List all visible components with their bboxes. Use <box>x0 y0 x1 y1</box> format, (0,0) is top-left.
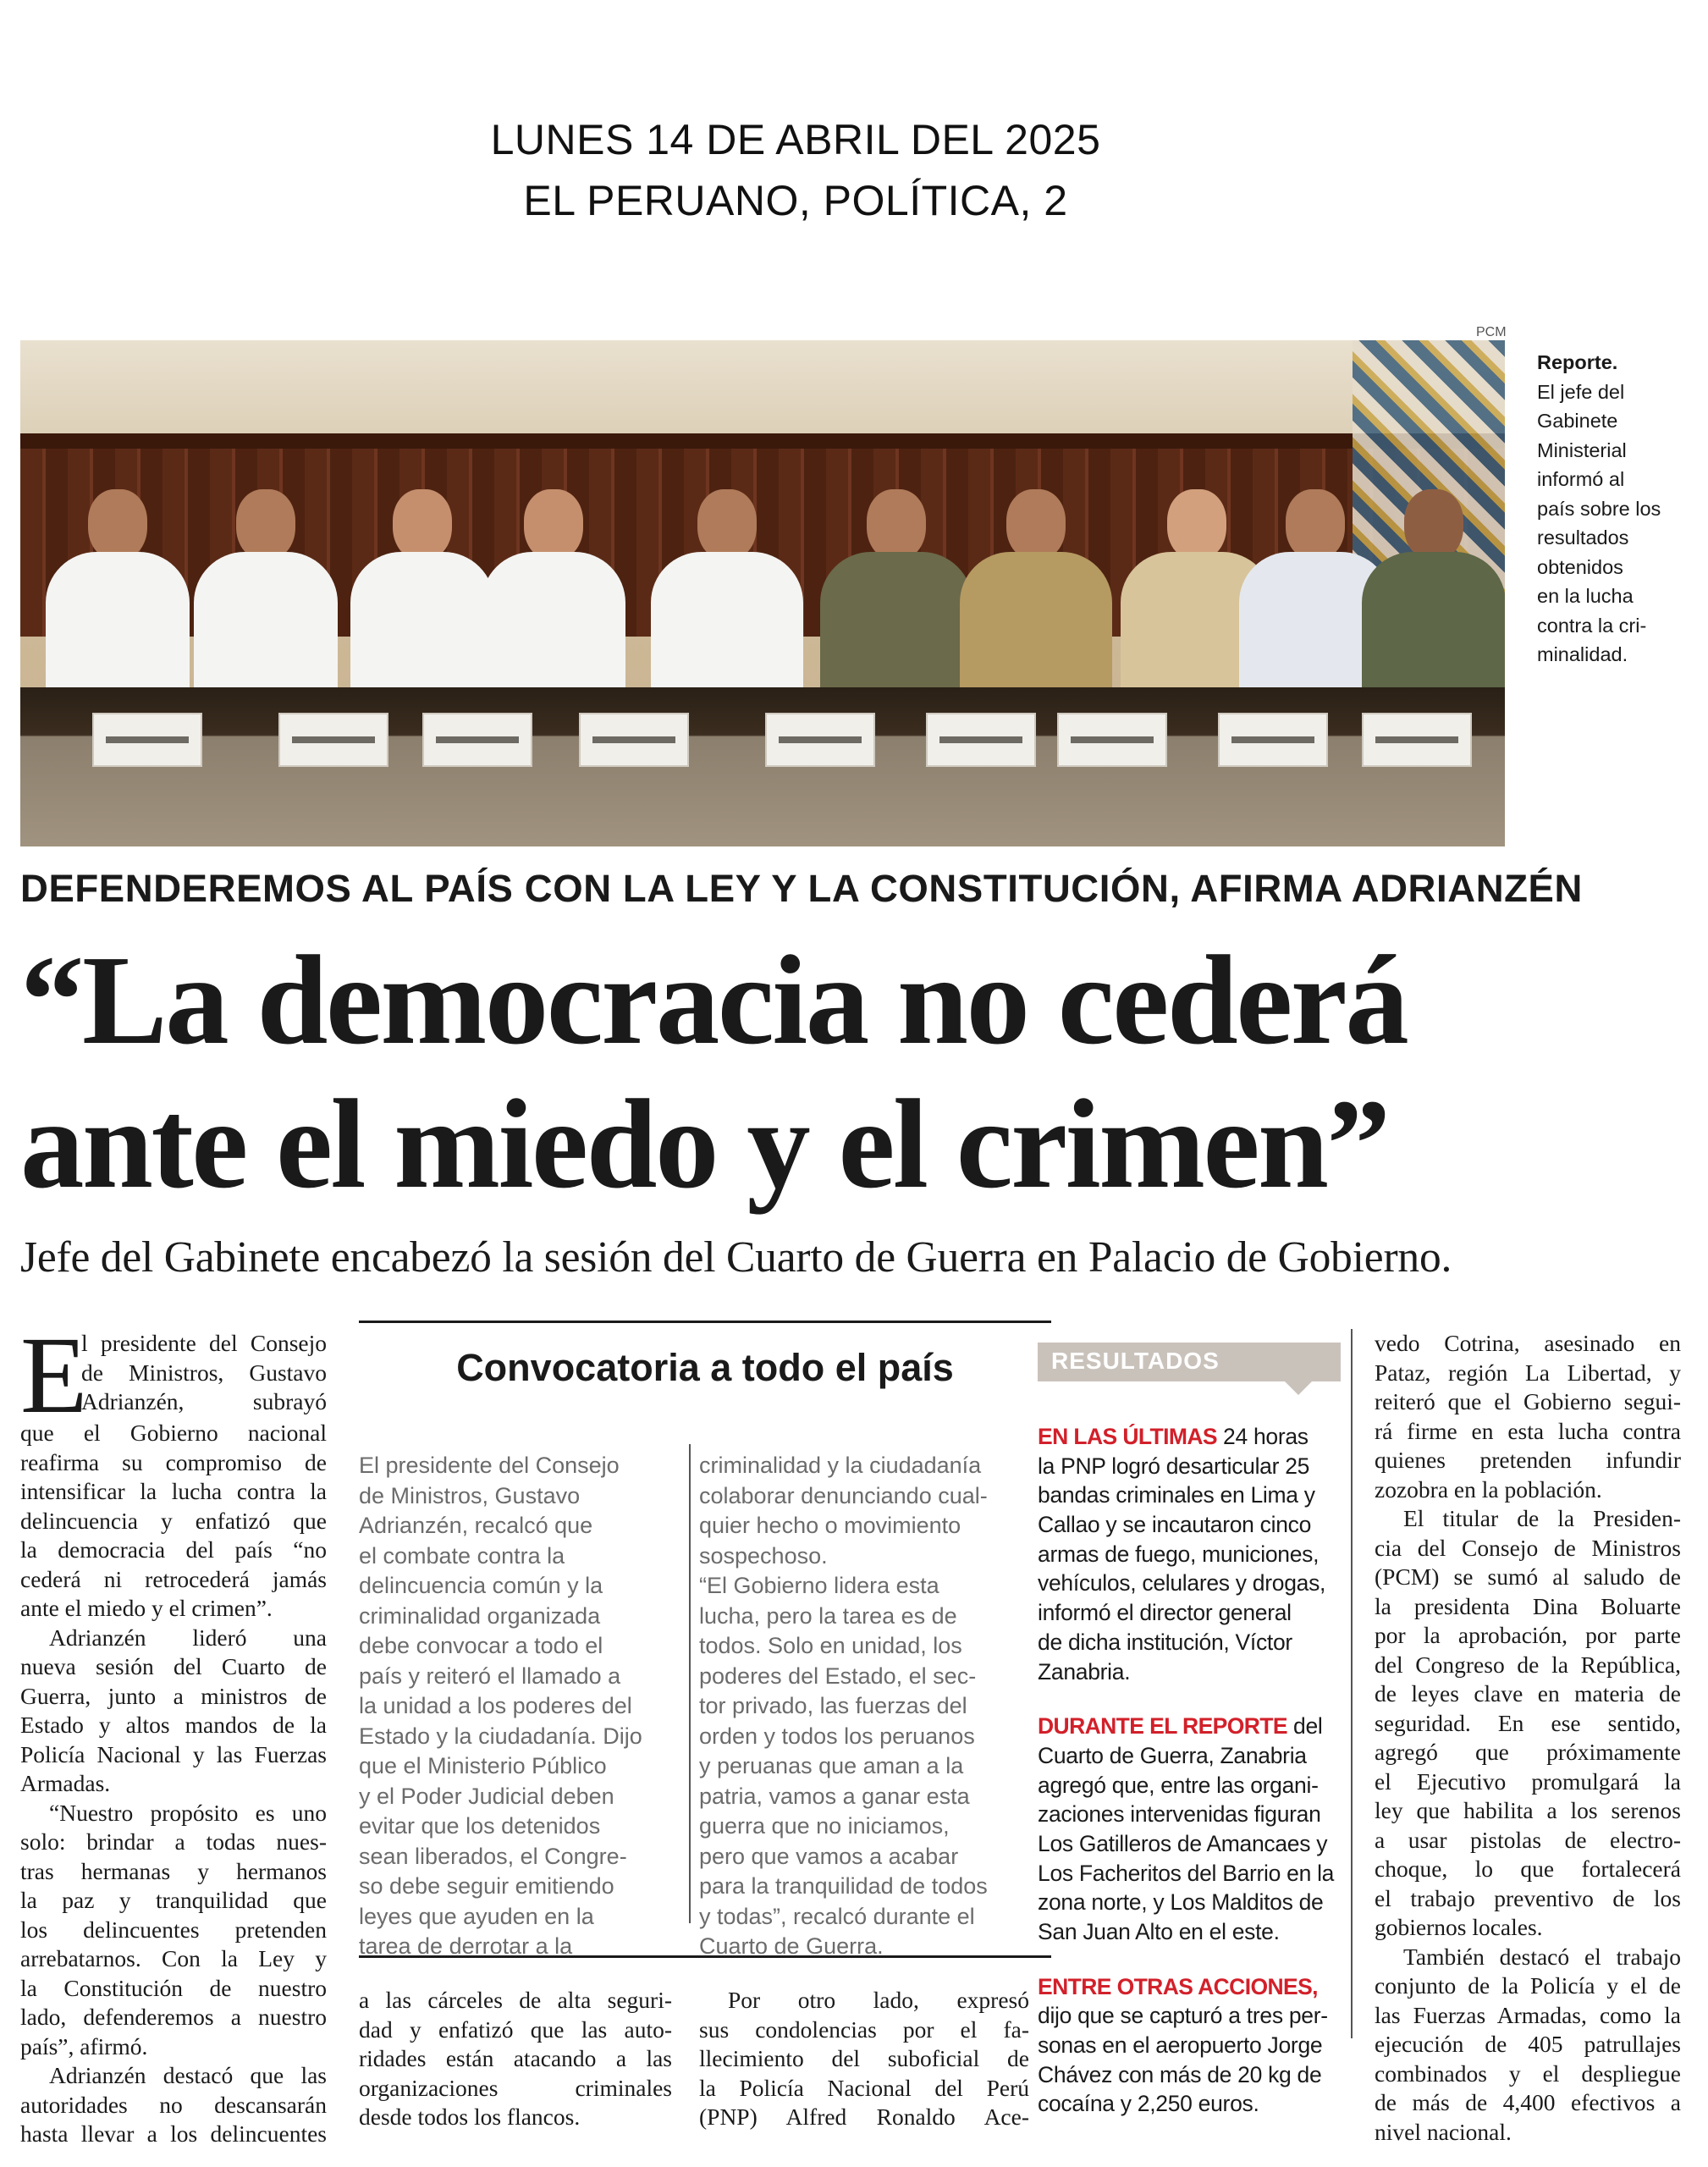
text-line: También destacó el trabajo <box>1403 1943 1681 1970</box>
results-line: la PNP logró desarticular 25 <box>1038 1453 1310 1479</box>
caption-line: minalidad. <box>1537 643 1628 665</box>
text-line: reafirma su compromiso de <box>20 1448 327 1475</box>
box-line: quier hecho o movimiento <box>699 1513 961 1538</box>
text-line: “Nuestro propósito es uno <box>49 1799 327 1826</box>
box-line: debe convocar a todo el <box>359 1633 603 1658</box>
caption-line: país sobre los <box>1537 497 1661 520</box>
results-line: Los Gatilleros de Amancaes y <box>1038 1830 1328 1856</box>
box-line: Adrianzén, recalcó que <box>359 1513 593 1538</box>
text-line: las Fuerzas Armadas, como la <box>1375 2001 1681 2028</box>
drop-cap: E <box>20 1315 88 1436</box>
box-line: para la tranquilidad de todos <box>699 1873 988 1899</box>
headline-line-2: ante el miedo y el crimen” <box>20 1072 1389 1215</box>
text-line: la presidenta Dina Boluarte <box>1375 1592 1681 1619</box>
box-line: delincuencia común y la <box>359 1573 603 1598</box>
box-line: tor privado, las fuerzas del <box>699 1693 967 1718</box>
text-line: sus condolencias por el fa- <box>699 2015 1029 2043</box>
text-line: tras hermanas y hermanos <box>20 1857 327 1884</box>
results-line: Callao y se incautaron cinco <box>1038 1512 1312 1538</box>
article-headline <box>20 928 1679 1216</box>
text-line: el Ejecutivo promulgará la <box>1375 1767 1681 1795</box>
results-line: Los Facheritos del Barrio en la <box>1038 1860 1335 1886</box>
text-line: la democracia del país “no <box>20 1536 327 1563</box>
text-line: combinados y el despliegue <box>1375 2059 1681 2087</box>
box-line: tarea de derrotar a la <box>359 1933 573 1959</box>
cabinet-photo <box>20 340 1505 846</box>
text-line: l presidente del Consejo <box>81 1330 327 1356</box>
caption-line: Ministerial <box>1537 438 1627 461</box>
text-line: cia del Consejo de Ministros <box>1375 1534 1681 1561</box>
edition-section: EL PERUANO, POLÍTICA, 2 <box>523 177 1068 224</box>
results-line: armas de fuego, municiones, <box>1038 1541 1320 1567</box>
results-line: zona norte, y Los Malditos de <box>1038 1889 1324 1916</box>
text-line: país”, afirmó. <box>20 2032 148 2059</box>
text-line: rá firme en esta lucha contra <box>1375 1417 1681 1444</box>
box-line: criminalidad organizada <box>359 1602 601 1629</box>
results-lead-3: ENTRE OTRAS ACCIONES, <box>1038 1973 1318 1999</box>
text-line: a usar pistolas de electro- <box>1375 1826 1681 1853</box>
results-line: sonas en el aeropuerto Jorge <box>1038 2032 1323 2059</box>
text-line: cederá ni retrocederá jamás <box>20 1565 327 1592</box>
results-line: de dicha institución, Víctor <box>1038 1629 1292 1655</box>
box-line: poderes del Estado, el sec- <box>699 1662 977 1689</box>
box-line: el combate contra la <box>359 1542 565 1569</box>
caption-line: Gabinete <box>1537 410 1618 432</box>
caption-line: obtenidos <box>1537 555 1623 578</box>
article-column-5 <box>1375 1329 1681 2147</box>
text-line: de leyes clave en materia de <box>1375 1680 1681 1707</box>
box-line: que el Ministerio Público <box>359 1753 607 1778</box>
text-line: llecimiento del suboficial de <box>699 2045 1029 2071</box>
text-line: reiteró que el Gobierno segui- <box>1375 1388 1681 1414</box>
text-line: ejecución de 405 patrullajes <box>1375 2031 1681 2057</box>
text-line: a las cárceles de alta seguri- <box>359 1987 672 2013</box>
text-line: conjunto de la Policía y el de <box>1375 1972 1681 1999</box>
text-line: autoridades no descansarán <box>20 2091 327 2118</box>
text-line: del Congreso de la República, <box>1375 1651 1681 1678</box>
headline-line-1: “La democracia no cederá <box>20 929 1408 1071</box>
box-line: leyes que ayuden en la <box>359 1903 594 1929</box>
box-divider <box>689 1444 691 1923</box>
text-line: delincuencia y enfatizó que <box>20 1507 327 1534</box>
text-line: Guerra, junto a ministros de <box>20 1682 327 1709</box>
text-line: de Ministros, Gustavo <box>81 1359 327 1386</box>
caption-line: en la lucha <box>1537 585 1634 607</box>
text-line: hasta llevar a los delincuentes <box>20 2120 327 2147</box>
text-line: gobiernos locales. <box>1375 1914 1543 1940</box>
text-line: desde todos los flancos. <box>359 2104 581 2130</box>
text-line: (PCM) se sumó al saludo de <box>1375 1563 1681 1590</box>
results-line: Cuarto de Guerra, Zanabria <box>1038 1742 1307 1768</box>
results-line: informó el director general <box>1038 1600 1292 1626</box>
results-line: cocaína y 2,250 euros. <box>1038 2091 1259 2117</box>
text-line: organizaciones criminales <box>359 2074 672 2101</box>
box-line: lucha, pero la tarea es de <box>699 1602 957 1629</box>
results-divider <box>1351 1329 1353 2038</box>
text-line: El titular de la Presiden- <box>1403 1505 1681 1531</box>
text-line: el trabajo preventivo de los <box>1375 1884 1681 1911</box>
caption-text <box>1537 378 1681 670</box>
box-line: de Ministros, Gustavo <box>359 1482 581 1508</box>
text-line: solo: brindar a todas nues- <box>20 1828 327 1855</box>
text-line: lado, defenderemos a nuestro <box>20 2004 327 2030</box>
box-line: la unidad a los poderes del <box>359 1693 632 1718</box>
box-line: y el Poder Judicial deben <box>359 1783 614 1809</box>
text-line: los delincuentes pretenden <box>20 1916 327 1943</box>
text-line: zozobra en la población. <box>1375 1475 1602 1503</box>
results-line: Zanabria. <box>1038 1658 1131 1685</box>
text-line: que el Gobierno nacional <box>20 1420 327 1446</box>
results-line: vehículos, celulares y drogas, <box>1038 1570 1326 1596</box>
text-line: Armadas. <box>20 1770 111 1796</box>
box-line: todos. Solo en unidad, los <box>699 1633 962 1658</box>
box-line: Estado y la ciudadanía. Dijo <box>359 1723 642 1749</box>
caption-line: El jefe del <box>1537 380 1625 403</box>
box-line: guerra que no iniciamos, <box>699 1813 950 1839</box>
text-line: ridades están atacando a las <box>359 2045 672 2071</box>
text-line: nueva sesión del Cuarto de <box>20 1653 327 1679</box>
box-line: y todas”, recalcó durante el <box>699 1903 975 1929</box>
text-line: por la aprobación, por parte <box>1375 1622 1681 1648</box>
text-line: agregó que próximamente <box>1375 1739 1681 1765</box>
edition-date: LUNES 14 DE ABRIL DEL 2025 <box>490 116 1101 163</box>
article-column-1 <box>20 1315 327 2149</box>
box-top-rule <box>359 1321 1051 1323</box>
text-line: arrebatarnos. Con la Ley y <box>20 1945 327 1971</box>
text-line: nivel nacional. <box>1375 2118 1512 2145</box>
text-line: Pataz, región La Libertad, y <box>1375 1359 1681 1386</box>
text-line: intensificar la lucha contra la <box>20 1478 327 1504</box>
text-line: dad y enfatizó que las auto- <box>359 2015 672 2043</box>
box-line: criminalidad y la ciudadanía <box>699 1453 982 1478</box>
text-line: ley que habilita a los serenos <box>1375 1797 1681 1823</box>
caption-line: contra la cri- <box>1537 614 1647 637</box>
article-column-2-bottom <box>359 1986 672 2132</box>
results-line: zaciones intervenidas figuran <box>1038 1801 1321 1828</box>
results-line: bandas criminales en Lima y <box>1038 1482 1315 1508</box>
caption-label: Reporte. <box>1537 351 1618 373</box>
text-line: Adrianzén destacó que las <box>49 2062 327 2088</box>
caption-line: informó al <box>1537 468 1625 490</box>
box-line: “El Gobierno lidera esta <box>699 1573 939 1598</box>
box-line: sospechoso. <box>699 1542 828 1569</box>
box-line: y peruanas que aman a la <box>699 1753 964 1778</box>
box-line: patria, vamos a ganar esta <box>699 1783 970 1809</box>
text-line: ante el miedo y el crimen”. <box>20 1595 273 1621</box>
results-lead-2: DURANTE EL REPORTE <box>1038 1713 1287 1740</box>
text-line: Estado y altos mandos de la <box>20 1712 327 1738</box>
text-line: Por otro lado, expresó <box>728 1987 1029 2013</box>
results-sidebar: EN LAS ÚLTIMAS 24 horas la PNP logró desarticular 25 bandas criminales en Lima y Callao y se incautaron cinco armas de fuego, municiones, vehículos, celulares y drogas, informó el director general de dicha institución, Víctor Zanabria. DURANTE EL REPORTE del Cuarto de Guerra, Zanabria agregó que, entre las organi- zaciones intervenidas figuran Los Gatilleros de Amancaes y Los Facheritos del Barrio en la zona norte, y Los Malditos de San Juan Alto en el este. ENTRE OTRAS ACCIONES, dijo que se capturó a tres per- sonas en el aeropuerto Jorge Chávez con más de 20 kg de cocaína y 2,250 euros. <box>1038 1422 1339 2119</box>
text-line: seguridad. En ese sentido, <box>1375 1709 1681 1736</box>
photo-credit: PCM <box>1476 325 1507 339</box>
box-line: El presidente del Consejo <box>359 1453 620 1478</box>
text-line: vedo Cotrina, asesinado en <box>1375 1330 1681 1356</box>
results-tag: RESULTADOS <box>1038 1343 1341 1381</box>
text-line: choque, lo que fortalecerá <box>1375 1855 1681 1882</box>
text-line: quienes pretenden infundir <box>1375 1447 1681 1473</box>
article-deck: Jefe del Gabinete encabezó la sesión del Cuarto de Guerra en Palacio de Gobierno. <box>20 1233 1452 1282</box>
text-line: Adrianzén lideró una <box>49 1624 327 1651</box>
photo-caption <box>1537 349 1681 670</box>
text-line: la paz y tranquilidad que <box>20 1887 327 1913</box>
box-column-right <box>699 1451 1029 1962</box>
results-line: agregó que, entre las organi- <box>1038 1772 1319 1798</box>
results-lead-1: EN LAS ÚLTIMAS <box>1038 1424 1217 1449</box>
text-line: Adrianzén, subrayó <box>81 1388 327 1414</box>
text-line: de más de 4,400 efectivos a <box>1375 2089 1681 2115</box>
article-kicker: DEFENDEREMOS AL PAÍS CON LA LEY Y LA CONSTITUCIÓN, AFIRMA ADRIANZÉN <box>20 867 1583 910</box>
caption-line: resultados <box>1537 527 1629 549</box>
text-line: (PNP) Alfred Ronaldo Ace- <box>699 2104 1029 2130</box>
text-line: la Constitución de nuestro <box>20 1974 327 2001</box>
text-line: Policía Nacional y las Fuerzas <box>20 1740 327 1767</box>
box-line: so debe seguir emitiendo <box>359 1873 614 1899</box>
text-line: la Policía Nacional del Perú <box>699 2074 1029 2101</box>
box-column-left <box>359 1451 684 1962</box>
results-line: Chávez con más de 20 kg de <box>1038 2061 1322 2087</box>
box-line: evitar que los detenidos <box>359 1813 601 1839</box>
article-column-3-bottom <box>699 1986 1029 2132</box>
box-line: sean liberados, el Congre- <box>359 1843 627 1869</box>
box-line: Cuarto de Guerra. <box>699 1933 884 1959</box>
box-line: colaborar denunciando cual- <box>699 1482 988 1508</box>
box-line: pero que vamos a acabar <box>699 1843 959 1869</box>
box-title: Convocatoria a todo el país <box>456 1346 954 1389</box>
box-line: país y reiteró el llamado a <box>359 1662 621 1689</box>
results-line: dijo que se capturó a tres per- <box>1038 2003 1328 2029</box>
box-line: orden y todos los peruanos <box>699 1723 975 1749</box>
results-line: San Juan Alto en el este. <box>1038 1919 1280 1944</box>
